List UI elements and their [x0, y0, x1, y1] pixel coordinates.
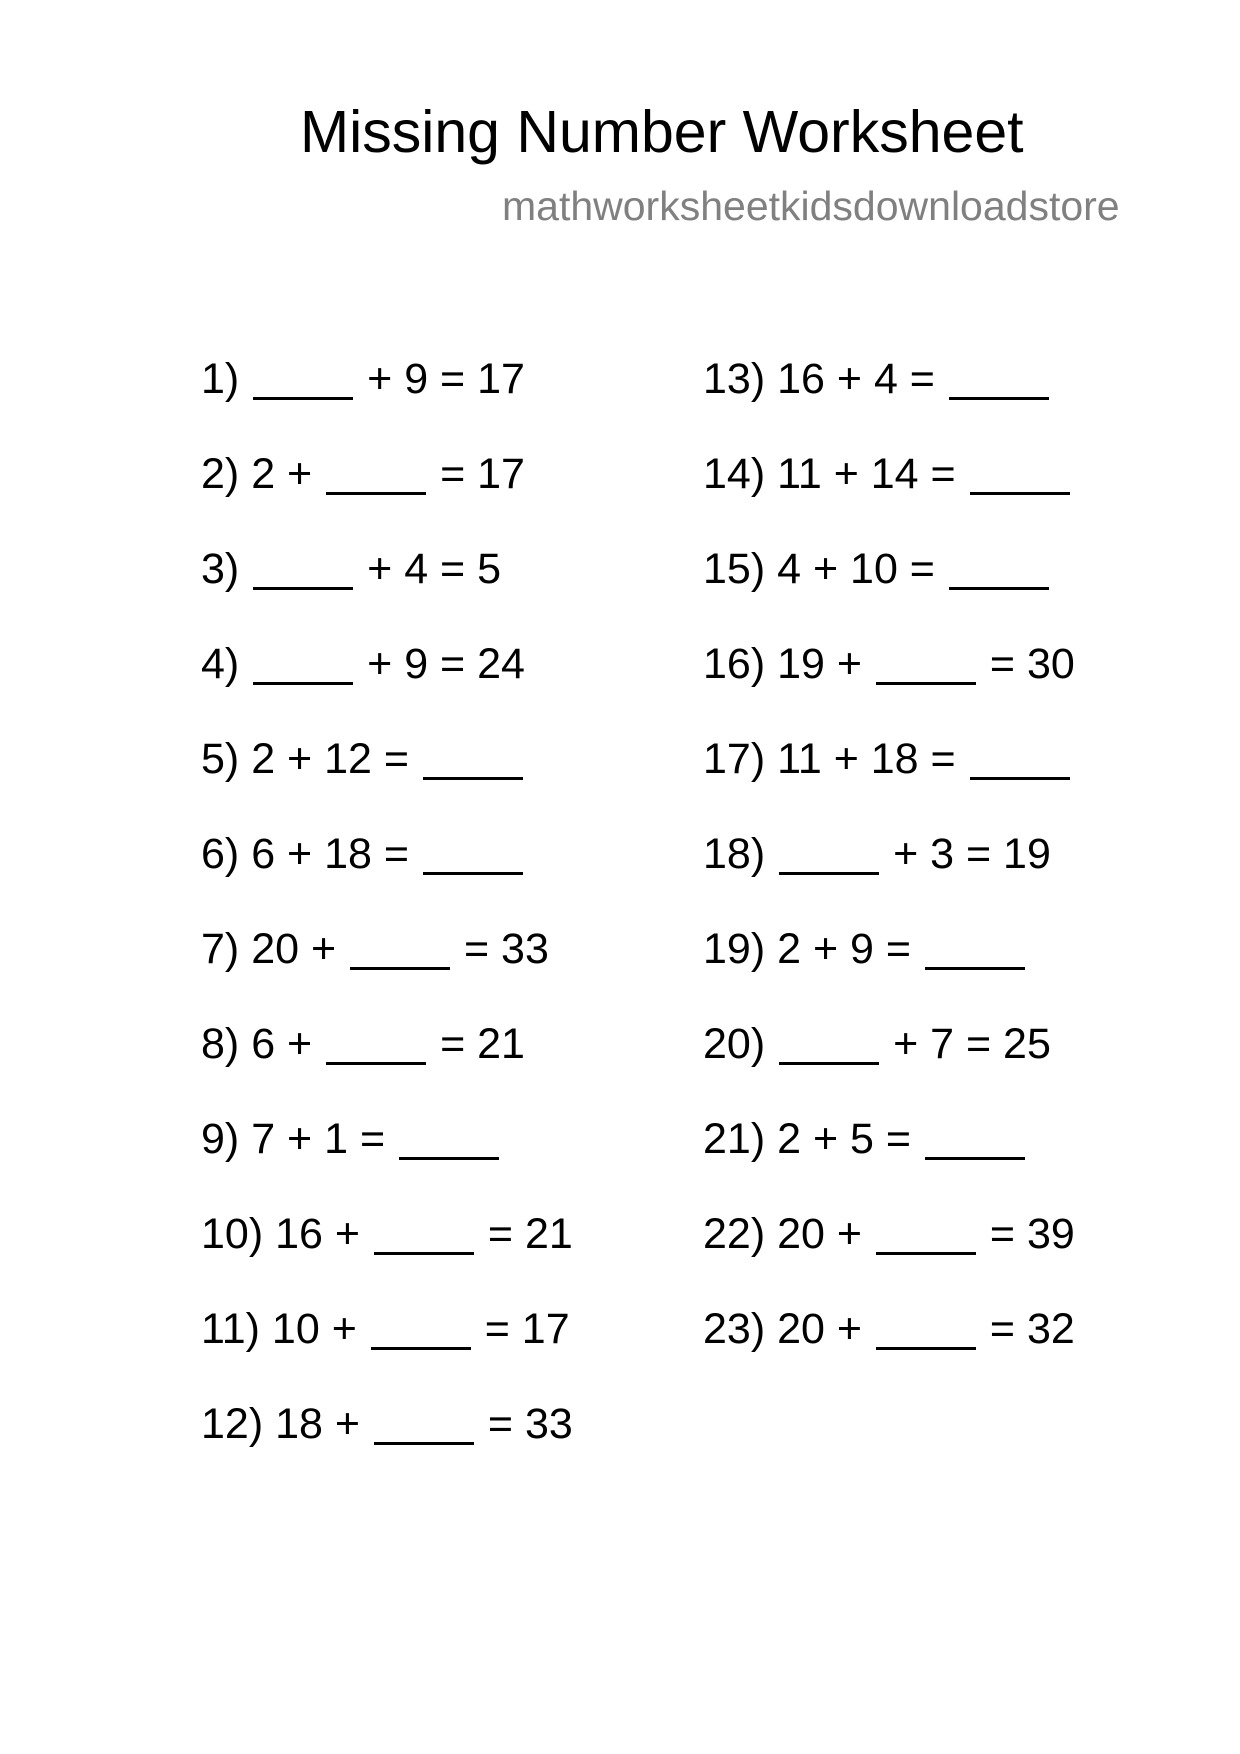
answer-blank[interactable] [326, 1062, 426, 1065]
problem-item [201, 1207, 573, 1302]
problem-number: 21) [703, 1115, 766, 1163]
answer-blank[interactable] [253, 397, 353, 400]
answer-blank[interactable] [925, 1157, 1025, 1160]
problem-number: 23) [703, 1305, 766, 1353]
problem-item [703, 1112, 1075, 1207]
problem-number: 8) [201, 1020, 240, 1068]
answer-blank[interactable] [779, 1062, 879, 1065]
answer-blank[interactable] [925, 967, 1025, 970]
problem-expression-after: = 17 [484, 1305, 570, 1353]
problem-number: 12) [201, 1400, 264, 1448]
answer-blank[interactable] [350, 967, 450, 970]
answer-blank[interactable] [374, 1442, 474, 1445]
problem-number: 20) [703, 1020, 766, 1068]
problem-expression-after: = 30 [989, 640, 1075, 688]
problem-expression-after: + 4 = 5 [367, 545, 502, 593]
problem-expression-before: 20 + [777, 1210, 862, 1258]
problem-number: 15) [703, 545, 766, 593]
problem-expression-after: = 21 [487, 1210, 573, 1258]
answer-blank[interactable] [253, 682, 353, 685]
problem-column-left [201, 352, 573, 1492]
problem-number: 16) [703, 640, 766, 688]
problem-number: 11) [201, 1305, 260, 1353]
problem-expression-before: 2 + 12 = [251, 735, 409, 783]
answer-blank[interactable] [374, 1252, 474, 1255]
problem-expression-after: = 33 [463, 925, 549, 973]
problem-expression-before: 6 + [251, 1020, 313, 1068]
problem-expression-after: = 39 [989, 1210, 1075, 1258]
answer-blank[interactable] [371, 1347, 471, 1350]
problem-item [201, 637, 573, 732]
problem-expression-before: 7 + 1 = [251, 1115, 386, 1163]
problem-item [703, 352, 1075, 447]
problem-expression-before: 4 + 10 = [777, 545, 935, 593]
problem-item [201, 352, 573, 447]
problem-item [703, 1207, 1075, 1302]
problem-expression-after: = 17 [440, 450, 525, 498]
problem-number: 19) [703, 925, 766, 973]
problem-column-right [703, 352, 1075, 1397]
worksheet-source-watermark: mathworksheetkidsdownloadstore [502, 183, 1120, 229]
problem-expression-after: = 21 [440, 1020, 525, 1068]
problem-item [703, 1302, 1075, 1397]
answer-blank[interactable] [423, 872, 523, 875]
problem-expression-after: + 7 = 25 [893, 1020, 1051, 1068]
problem-number: 17) [703, 735, 766, 783]
problem-expression-before: 11 + 18 = [777, 735, 956, 783]
problem-number: 22) [703, 1210, 766, 1258]
problem-item [201, 1112, 573, 1207]
problem-expression-before: 11 + 14 = [777, 450, 956, 498]
problem-expression-before: 16 + 4 = [777, 355, 935, 403]
problem-item [201, 827, 573, 922]
problem-number: 2) [201, 450, 240, 498]
answer-blank[interactable] [779, 872, 879, 875]
problem-expression-after: + 9 = 24 [367, 640, 525, 688]
worksheet-title: Missing Number Worksheet [300, 99, 1024, 165]
problem-item [703, 637, 1075, 732]
answer-blank[interactable] [949, 397, 1049, 400]
problem-expression-before: 10 + [271, 1305, 357, 1353]
problem-expression-before: 20 + [777, 1305, 862, 1353]
problem-item [703, 827, 1075, 922]
problem-number: 13) [703, 355, 766, 403]
answer-blank[interactable] [970, 492, 1070, 495]
answer-blank[interactable] [876, 682, 976, 685]
problem-item [201, 1302, 573, 1397]
problem-number: 3) [201, 545, 240, 593]
problem-expression-after: + 9 = 17 [367, 355, 525, 403]
problem-number: 4) [201, 640, 240, 688]
problem-number: 10) [201, 1210, 264, 1258]
problem-number: 5) [201, 735, 240, 783]
answer-blank[interactable] [876, 1252, 976, 1255]
problem-item [201, 542, 573, 637]
answer-blank[interactable] [876, 1347, 976, 1350]
problem-number: 18) [703, 830, 766, 878]
problem-item [703, 1017, 1075, 1112]
answer-blank[interactable] [399, 1157, 499, 1160]
problem-item [201, 1017, 573, 1112]
problem-number: 14) [703, 450, 766, 498]
problem-item [201, 732, 573, 827]
problem-expression-before: 19 + [777, 640, 862, 688]
problem-item [201, 1397, 573, 1492]
answer-blank[interactable] [253, 587, 353, 590]
problem-number: 6) [201, 830, 240, 878]
problem-expression-before: 6 + 18 = [251, 830, 409, 878]
answer-blank[interactable] [423, 777, 523, 780]
problem-expression-before: 18 + [275, 1400, 360, 1448]
problem-item [703, 542, 1075, 637]
problem-expression-before: 2 + [251, 450, 313, 498]
problem-item [703, 922, 1075, 1017]
answer-blank[interactable] [326, 492, 426, 495]
problem-number: 9) [201, 1115, 240, 1163]
problem-expression-before: 20 + [251, 925, 337, 973]
answer-blank[interactable] [970, 777, 1070, 780]
problem-expression-after: = 33 [487, 1400, 573, 1448]
problem-number: 1) [201, 355, 240, 403]
problem-item [703, 447, 1075, 542]
answer-blank[interactable] [949, 587, 1049, 590]
problem-expression-before: 2 + 9 = [777, 925, 912, 973]
problem-number: 7) [201, 925, 240, 973]
problem-item [703, 732, 1075, 827]
problem-expression-before: 16 + [275, 1210, 360, 1258]
problem-expression-after: = 32 [989, 1305, 1075, 1353]
problem-expression-before: 2 + 5 = [777, 1115, 912, 1163]
problem-expression-after: + 3 = 19 [893, 830, 1051, 878]
problem-item [201, 922, 573, 1017]
problem-item [201, 447, 573, 542]
